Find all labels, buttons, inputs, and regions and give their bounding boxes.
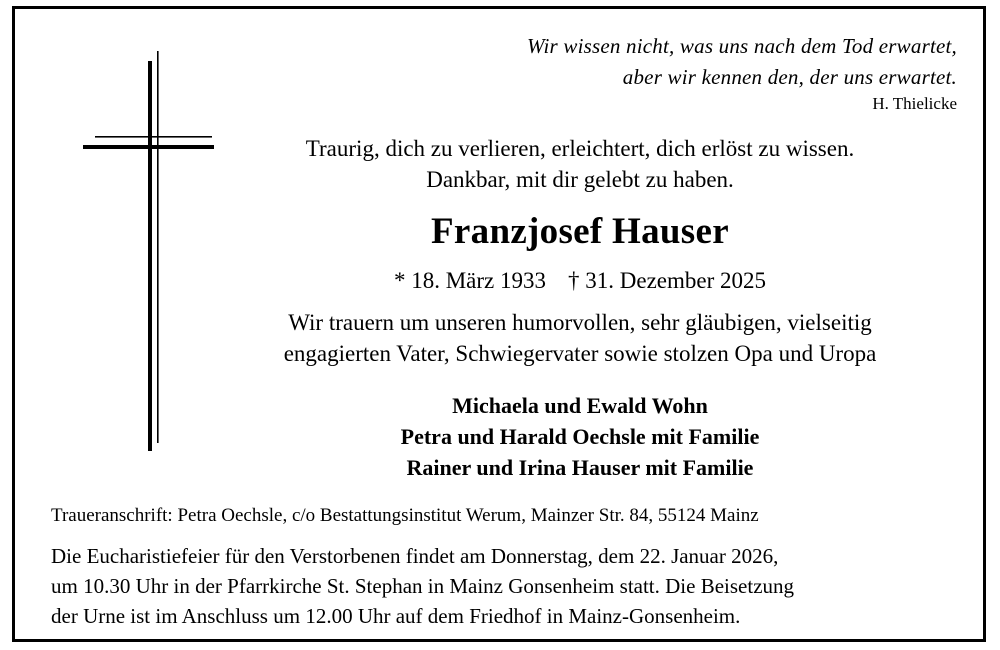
birth-date: * 18. März 1933 bbox=[393, 268, 547, 293]
quote-line: Wir wissen nicht, was uns nach dem Tod erwartet, bbox=[526, 34, 957, 58]
mourner: Michaela und Ewald Wohn bbox=[452, 393, 708, 418]
motto bbox=[185, 133, 975, 195]
motto-line: Traurig, dich zu verlieren, erleichtert, dich erlöst zu wissen. bbox=[305, 136, 855, 161]
mourners-list bbox=[185, 390, 975, 483]
mourning-text bbox=[185, 307, 975, 369]
notice-line: Die Eucharistiefeier für den Verstorbenen findet am Donnerstag, dem 22. Januar 2026, bbox=[51, 544, 779, 568]
mourning-line: engagierten Vater, Schwiegervater sowie stolzen Opa und Uropa bbox=[283, 341, 877, 366]
notice-line: der Urne ist im Anschluss um 12.00 Uhr auf dem Friedhof in Mainz-Gonsenheim. bbox=[51, 604, 741, 628]
life-dates bbox=[185, 266, 975, 296]
mourning-address: Traueranschrift: Petra Oechsle, c/o Bestattungsinstitut Werum, Mainzer Str. 84, 55124 Mainz bbox=[51, 505, 759, 526]
obituary-notice bbox=[12, 6, 986, 642]
notice-line: um 10.30 Uhr in der Pfarrkirche St. Stephan in Mainz Gonsenheim statt. Die Beisetzung bbox=[51, 574, 795, 598]
cross-vertical-bar-left bbox=[148, 61, 152, 451]
motto-line: Dankbar, mit dir gelebt zu haben. bbox=[426, 167, 734, 192]
mourning-line: Wir trauern um unseren humorvollen, sehr gläubigen, vielseitig bbox=[288, 310, 872, 335]
bible-quote bbox=[527, 31, 957, 93]
service-notice bbox=[51, 541, 971, 631]
cross-vertical-bar-right bbox=[157, 51, 159, 443]
death-date: † 31. Dezember 2025 bbox=[568, 268, 767, 293]
quote-author: H. Thielicke bbox=[872, 94, 957, 113]
mourner: Petra und Harald Oechsle mit Familie bbox=[400, 424, 760, 449]
quote-line: aber wir kennen den, der uns erwartet. bbox=[622, 65, 957, 89]
mourner: Rainer und Irina Hauser mit Familie bbox=[406, 455, 754, 480]
deceased-name: Franzjosef Hauser bbox=[431, 211, 729, 252]
